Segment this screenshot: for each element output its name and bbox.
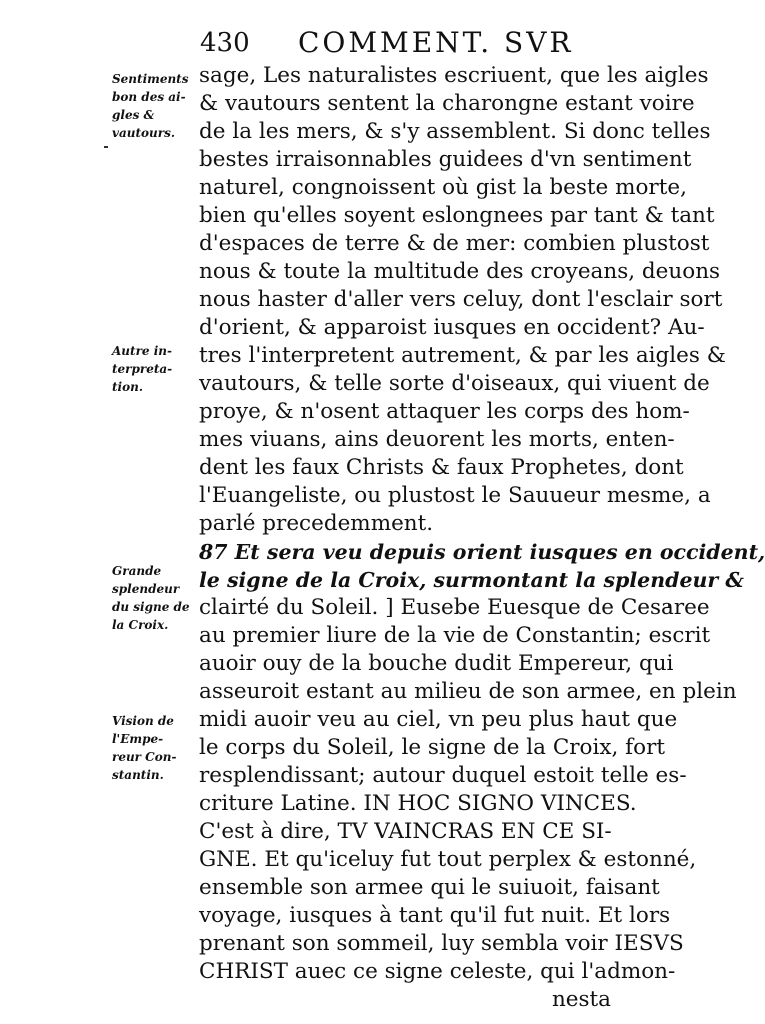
margin-note-line: Grande	[112, 564, 162, 578]
text-line: asseuroit estant au milieu de son armee, en plein	[199, 679, 737, 704]
margin-note-splendor	[112, 562, 196, 634]
text-line: nous haster d'aller vers celuy, dont l'esclair sort	[199, 287, 723, 312]
text-line: naturel, congnoissent où gist la beste morte,	[199, 175, 687, 200]
margin-note-line: Autre in-	[112, 344, 172, 358]
text-line: d'espaces de terre & de mer: combien plustost	[199, 231, 710, 256]
text-line-catchword: nesta	[551, 987, 611, 1012]
page-header	[200, 26, 660, 60]
margin-note-line: Sentiments	[112, 72, 189, 86]
text-line: ensemble son armee qui le suiuoit, faisant	[199, 875, 660, 900]
margin-note-line: du signe de	[112, 600, 190, 614]
running-title: COMMENT. SVR	[298, 26, 574, 59]
margin-note-interpretation	[112, 342, 196, 396]
margin-note-line: la Croix.	[112, 618, 169, 632]
margin-note-line: terpreta-	[112, 362, 173, 376]
text-line: l'Euangeliste, ou plustost le Sauueur mesme, a	[199, 483, 711, 508]
verse-line: le signe de la Croix, surmontant la splendeur &	[199, 568, 744, 592]
text-line: dent les faux Christs & faux Prophetes, dont	[199, 455, 684, 480]
text-line: bien qu'elles soyent eslongnees par tant & tant	[199, 203, 715, 228]
margin-note-sentiment	[112, 70, 196, 142]
text-line: le corps du Soleil, le signe de la Croix, fort	[199, 735, 665, 760]
page-number: 430	[200, 28, 250, 58]
text-line: bestes irraisonnables guidees d'vn sentiment	[199, 147, 692, 172]
margin-note-line: stantin.	[112, 768, 164, 782]
text-line: CHRIST auec ce signe celeste, qui l'admon-	[199, 959, 676, 984]
margin-note-line: l'Empe-	[112, 732, 164, 746]
margin-note-line: gles &	[112, 108, 155, 122]
text-line: GNE. Et qu'iceluy fut tout perplex & estonné,	[199, 847, 697, 872]
text-line: & vautours sentent la charongne estant voire	[199, 91, 695, 116]
text-line: voyage, iusques à tant qu'il fut nuit. Et lors	[199, 903, 671, 928]
text-line: de la les mers, & s'y assemblent. Si donc telles	[199, 119, 711, 144]
margin-note-line: splendeur	[112, 582, 180, 596]
margin-note-line: reur Con-	[112, 750, 177, 764]
text-line: prenant son sommeil, luy sembla voir IESVS	[199, 931, 684, 956]
text-line: C'est à dire, TV VAINCRAS EN CE SI-	[199, 819, 612, 844]
text-line: d'orient, & apparoist iusques en occident? Au-	[199, 315, 705, 340]
text-line: midi auoir veu au ciel, vn peu plus haut que	[199, 707, 678, 732]
text-line: au premier liure de la vie de Constantin; escrit	[199, 623, 711, 648]
margin-note-line: tion.	[112, 380, 144, 394]
margin-note-vision	[112, 712, 196, 784]
text-line: tres l'interpretent autrement, & par les aigles &	[199, 343, 726, 368]
text-line: parlé precedemment.	[199, 511, 434, 536]
text-line: mes viuans, ains deuorent les morts, enten-	[199, 427, 675, 452]
text-line: criture Latine. IN HOC SIGNO VINCES.	[199, 791, 637, 816]
verse-line: 87 Et sera veu depuis orient iusques en occident,	[199, 540, 765, 564]
text-line: vautours, & telle sorte d'oiseaux, qui viuent de	[199, 371, 710, 396]
text-line: clairté du Soleil. ] Eusebe Euesque de Cesaree	[199, 595, 710, 620]
text-line: resplendissant; autour duquel estoit telle es-	[199, 763, 687, 788]
margin-note-line: vautours.	[112, 126, 175, 140]
margin-note-line: Vision de	[112, 714, 174, 728]
margin-note-line: bon des ai-	[112, 90, 186, 104]
main-text-block	[199, 62, 765, 1014]
text-line: auoir ouy de la bouche dudit Empereur, qui	[199, 651, 674, 676]
text-line: nous & toute la multitude des croyeans, deuons	[199, 259, 721, 284]
margin-tick-mark	[104, 146, 108, 148]
text-line: proye, & n'osent attaquer les corps des hom-	[199, 399, 690, 424]
text-line: sage, Les naturalistes escriuent, que les aigles	[199, 63, 709, 88]
